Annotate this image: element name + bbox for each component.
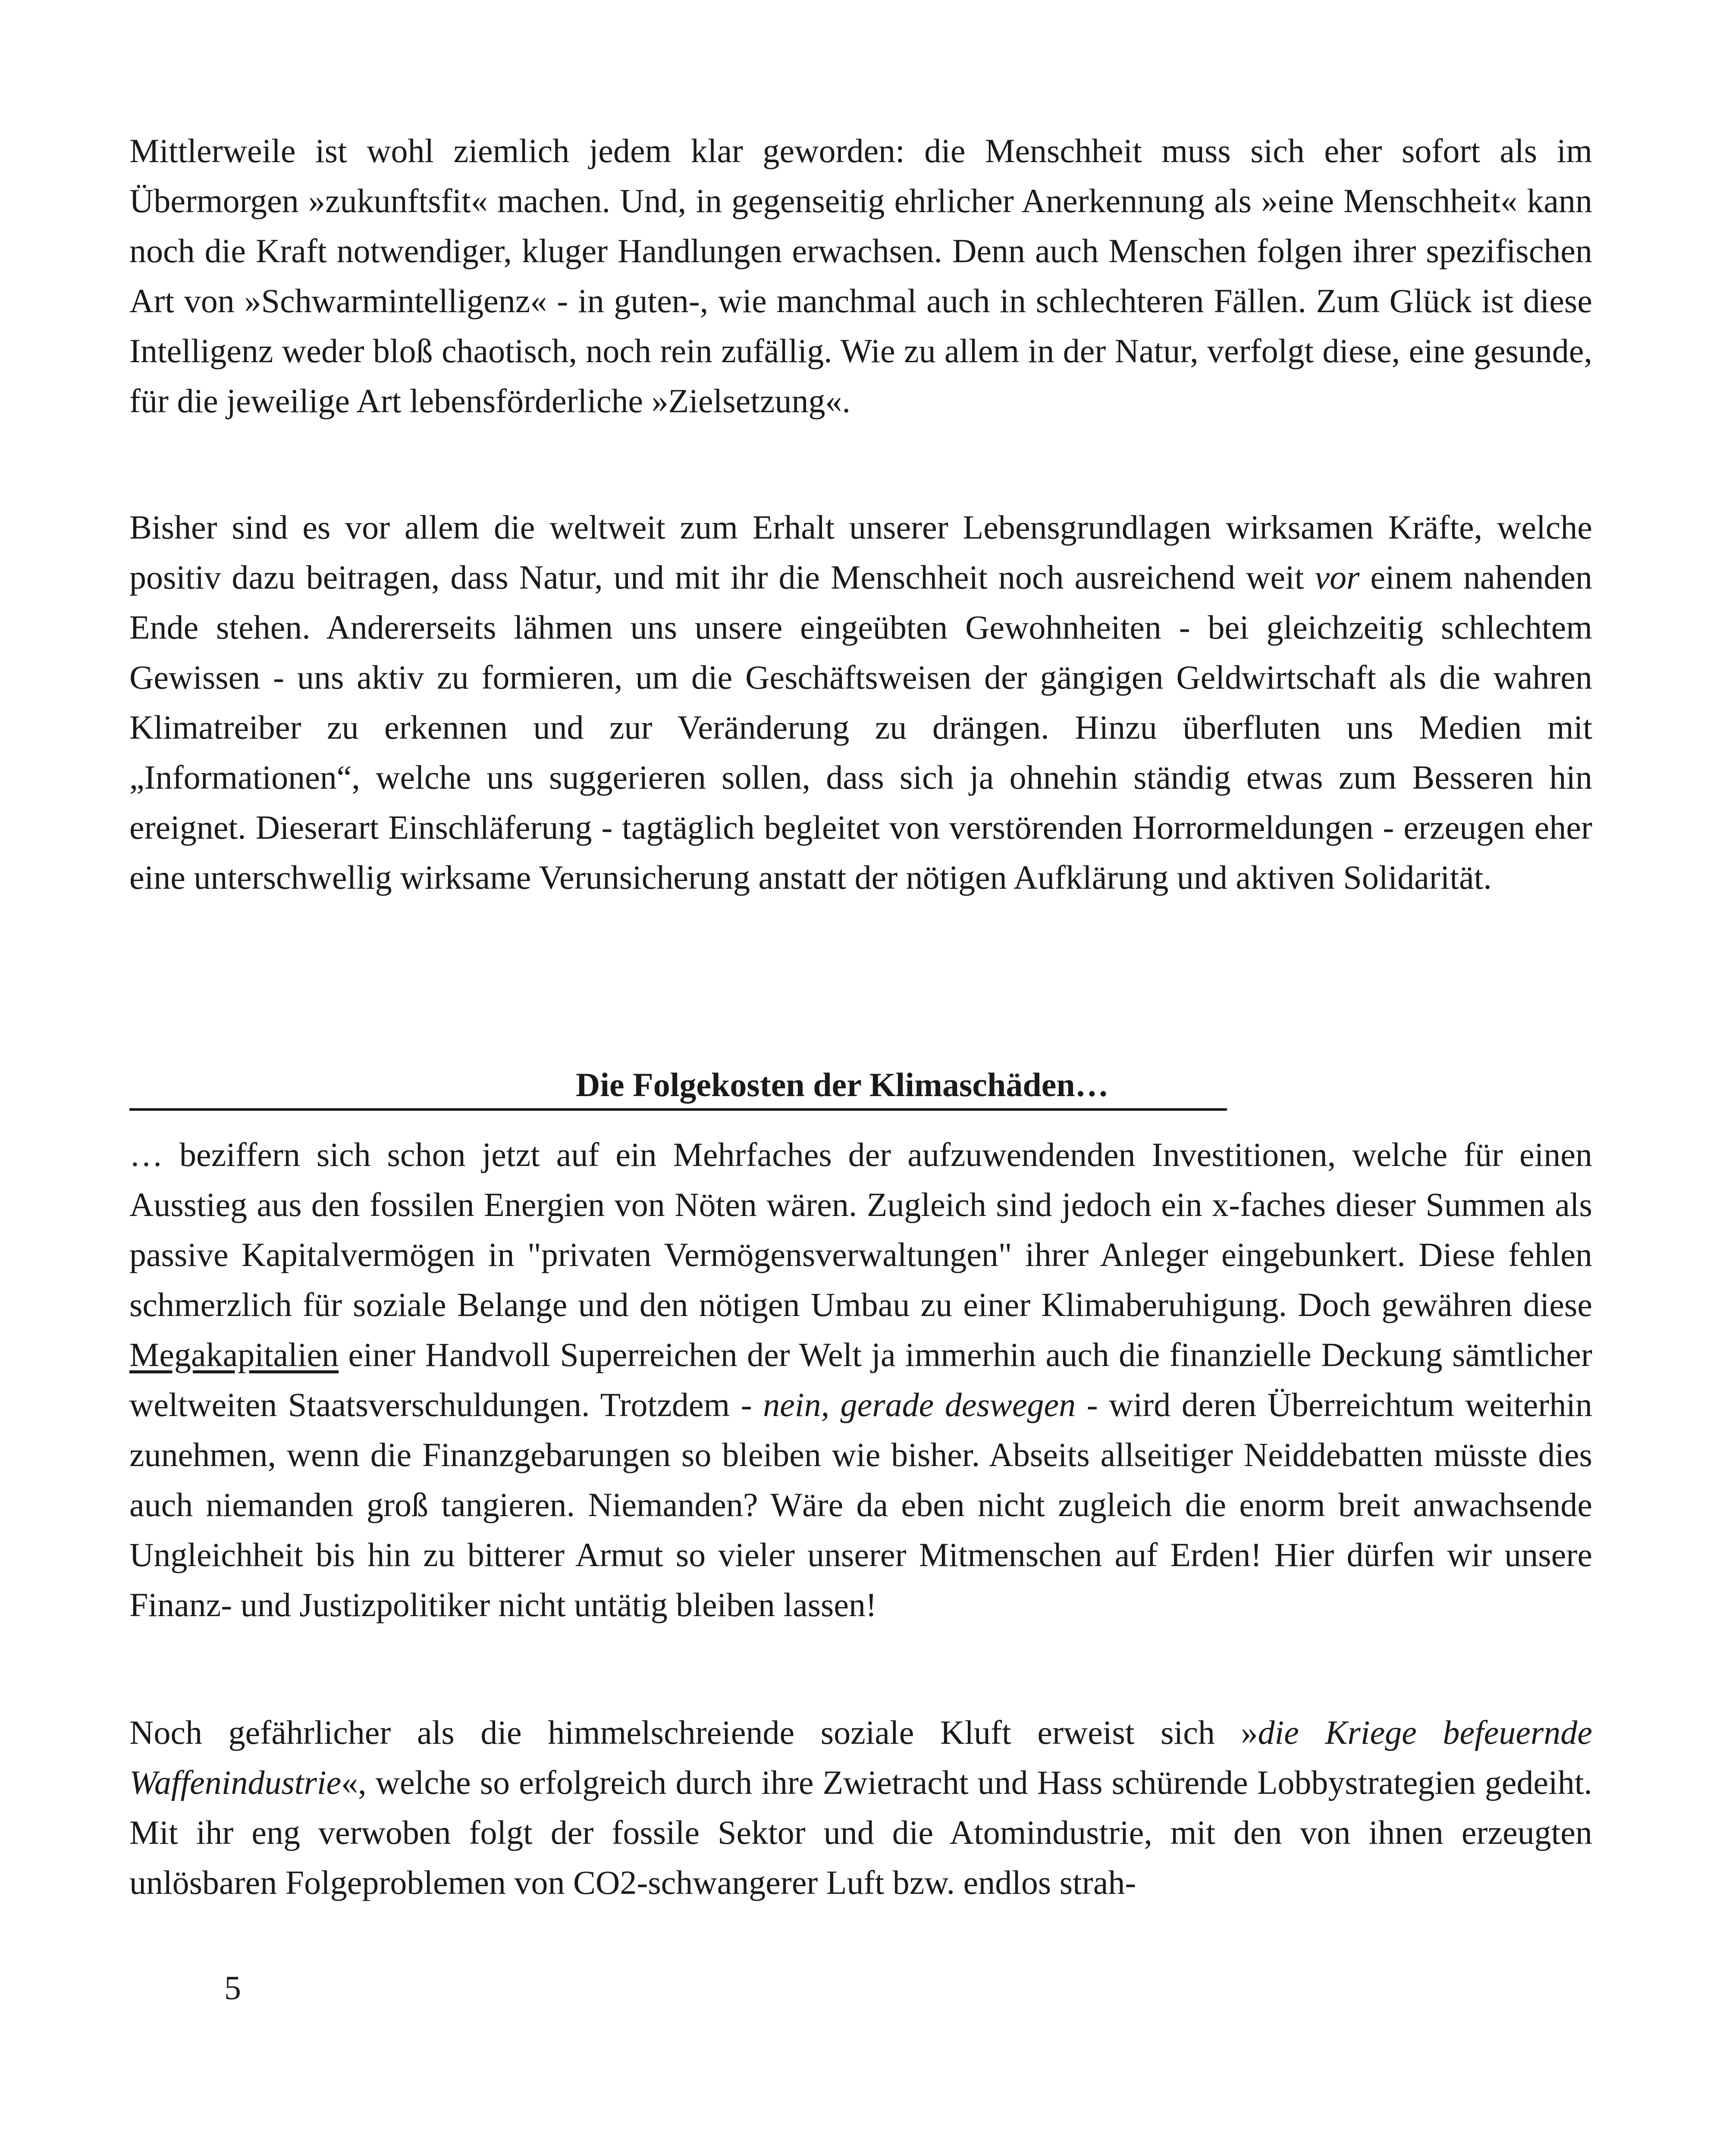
paragraph-text: … beziffern sich schon jetzt auf ein Mehrfaches der aufzuwendenden Investitionen, welche für einen Ausstieg aus den fossilen Energien von Nöten wären. Zugleich sind jedoch ein x-faches dieser Summen als passive Kapitalvermögen in "privaten Vermögensverwaltungen" ihrer Anleger eingebunkert. Diese fehlen schmerzlich für soziale Belange und den nötigen Umbau zu einer Klimaberuhigung. Doch gewähren diese [129,1136,1592,1323]
paragraph-text: «, welche so erfolgreich durch ihre Zwietracht und Hass schürende Lobbystrategien gedeiht. Mit ihr eng verwoben folgt der fossile Sektor und die Atomindustrie, mit den von ihnen erzeugten unlösbaren Folgeproblemen von CO2-schwangerer Luft bzw. endlos strah- [129,1764,1592,1901]
paragraph-text: einer Handvoll Superreichen der Welt ja immerhin auch die finanzielle Deckung sämtlicher weltweiten Staatsverschuldungen. Trotzdem - [129,1336,1592,1423]
paragraph-follow-up-costs [129,1130,1592,1630]
underlined-term: Megakapitalien [129,1336,339,1373]
paragraph-text: - wird deren Überreichtum weiterhin zunehmen, wenn die Finanzgebarungen so bleiben wie bisher. Abseits allseitiger Neiddebatten müsste dies auch niemanden groß tangieren. Niemanden? Wäre da eben nicht zugleich die enorm breit anwachsende Ungleichheit bis hin zu bitterer Armut so vieler unserer Mitmenschen auf Erden! Hier dürfen wir unsere Finanz- und Justizpolitiker nicht untätig bleiben lassen! [129,1386,1592,1623]
paragraph-text: einem nahenden Ende stehen. Andererseits lähmen uns unsere eingeübten Gewohnheiten - bei gleichzeitig schlechtem Gewissen - uns aktiv zu formieren, um die Geschäftsweisen der gängigen Geldwirtschaft als die wahren Klimatreiber zu erkennen und zur Veränderung zu drängen. Hinzu überfluten uns Medien mit „Informationen“, welche uns suggerieren sollen, dass sich ja ohnehin ständig etwas zum Besseren hin ereignet. Dieserart Einschläferung - tagtäglich begleitet von verstörenden Horrormeldungen - erzeugen eher eine unterschwellig wirksame Verunsicherung anstatt der nötigen Aufklärung und aktiven Solidarität. [129,558,1592,896]
section-heading-text: Die Folgekosten der Klimaschäden… [576,1066,1109,1103]
section-heading [129,1061,1227,1111]
page-number: 5 [224,1969,241,2006]
paragraph-current-forces [129,502,1592,903]
italic-emphasis: nein, gerade deswegen [763,1386,1076,1423]
paragraph-arms-industry [129,1708,1592,1908]
paragraph-text: Noch gefährlicher als die himmelschreiende soziale Kluft erweist sich » [129,1714,1258,1751]
paragraph-intro: Mittlerweile ist wohl ziemlich jedem klar geworden: die Menschheit muss sich eher sofort als im Übermorgen »zukunftsfit« machen. Und, in gegenseitig ehrlicher Anerkennung als »eine Menschheit« kann noch die Kraft notwendiger, kluger Handlungen erwachsen. Denn auch Menschen folgen ihrer spezifischen Art von »Schwarmintelligenz« - in guten-, wie manchmal auch in schlechteren Fällen. Zum Glück ist diese Intelligenz weder bloß chaotisch, noch rein zufällig. Wie zu allem in der Natur, verfolgt diese, eine gesunde, für die jeweilige Art lebensförderliche »Zielsetzung«. [129,132,1592,420]
paragraph-text: Bisher sind es vor allem die weltweit zum Erhalt unserer Lebensgrundlagen wirksamen Kräfte, welche positiv dazu beitragen, dass Natur, und mit ihr die Menschheit noch ausreichend weit [129,508,1592,596]
italic-emphasis: vor [1315,558,1360,596]
italic-emphasis: die Kriege befeuernde Waffenindustrie [129,1714,1592,1801]
